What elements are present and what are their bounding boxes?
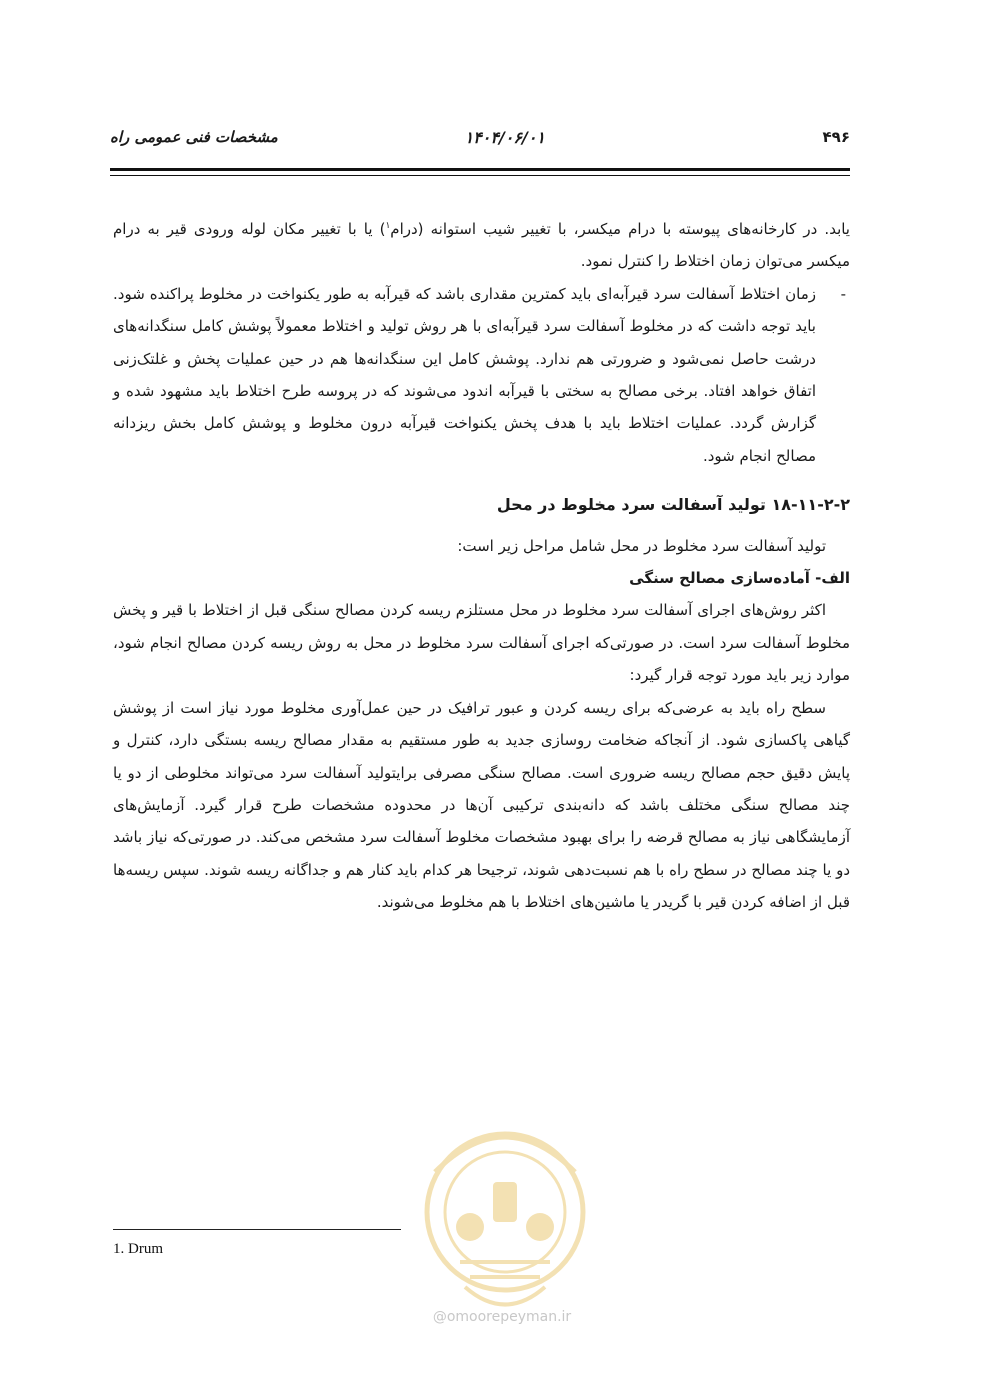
sub-heading: الف- آماده‌سازی مصالح سنگی bbox=[629, 569, 850, 588]
section-intro: تولید آسفالت سرد مخلوط در محل شامل مراحل زیر است: bbox=[457, 536, 826, 555]
watermark-logo bbox=[405, 1062, 605, 1332]
paragraph-text: ) یا با تغییر مکان لوله ورودی قیر به درام میکسر می‌توان زمان اختلاط را کنترل نمود. bbox=[113, 220, 850, 271]
paragraph-road-surface: سطح راه باید به عرضی‌که برای ریسه کردن و عبور ترافیک در حین عمل‌آوری مخلوط مورد نیاز است از پوشش گیاهی پاکسازی شود. از آنجاکه ضخامت روسازی جدید به طور مستقیم به مقدار مصالح ریسه بستگی دارد، کنترل و پایش دقیق حجم مصالح ریسه ضروری است. مصالح سنگی مصرفی برایتولید آسفالت سرد می‌تواند مخلوطی از دو یا چند مصالح سنگی مختلف باشد که دانه‌بندی ترکیبی آن‌ها در محدوده مشخصات طرح قرار گیرد. آزمایش‌های آزمایشگاهی نیاز به مصالح قرضه را برای بهبود مشخصات مخلوط آسفالت سرد مشخص می‌کند. در صورتی‌که نیاز باشد دو یا چند مصالح در سطح راه با هم نسبت‌دهی شوند، ترجیحا هر کدام باید کنار هم و جداگانه ریسه شوند. سپس ریسه‌ها قبل از اضافه کردن قیر با گریدر یا ماشین‌های اختلاط با هم مخلوط می‌شوند. bbox=[113, 698, 850, 912]
paragraph-aggregate-prep: اکثر روش‌های اجرای آسفالت سرد مخلوط در محل مستلزم ریسه کردن مصالح سنگی قبل از اختلاط با قیر و پخش مخلوط آسفالت سرد است. در صورتی‌که اجرای آسفالت سرد مخلوط در محل به روش ریسه کردن مصالح انجام شود، موارد زیر باید مورد توجه قرار گیرد: bbox=[113, 601, 850, 685]
header-rule-thin bbox=[110, 175, 850, 176]
paragraph-continued bbox=[113, 213, 850, 278]
page-number: ۴۹۶ bbox=[822, 128, 850, 146]
footnote-rule bbox=[113, 1229, 401, 1230]
section-heading: ۱۸-۱۱-۲-۲ تولید آسفالت سرد مخلوط در محل bbox=[496, 495, 850, 515]
body-text bbox=[113, 213, 850, 919]
book-title: مشخصات فنی عمومی راه bbox=[110, 128, 278, 146]
bullet-dash: - bbox=[840, 284, 846, 303]
paragraph-text: یابد. در کارخانه‌های پیوسته با درام میکسر، با تغییر شیب استوانه (درام bbox=[390, 220, 850, 238]
watermark-text: @omoorepeyman.ir bbox=[432, 1309, 572, 1325]
bullet-text: زمان اختلاط آسفالت سرد قیرآبه‌ای باید کمترین مقداری باشد که قیرآبه به طور یکنواخت در مخلوط پراکنده شود. باید توجه داشت که در مخلوط آسفالت سرد قیرآبه‌ای با هر روش تولید و اختلاط معمولاً پوشش کامل سنگدانه‌های درشت حاصل نمی‌شود و ضرورتی هم ندارد. پوشش کامل این سنگدانه‌ها هم در حین عملیات پخش و غلتک‌زنی اتفاق خواهد افتاد. برخی مصالح به سختی با قیرآبه اندود می‌شوند که در پروسه طرح اختلاط باید مشهود شده و گزارش گردد. عملیات اختلاط باید با هدف پخش یکنواخت قیرآبه درون مخلوط و پوشش کامل بخش ریزدانه مصالح انجام شود. bbox=[113, 284, 816, 465]
footnote: 1. Drum bbox=[113, 1241, 163, 1257]
header-date: ۱۴۰۴/۰۶/۰۱ bbox=[464, 128, 545, 147]
header-rule-thick bbox=[110, 168, 850, 171]
page-header bbox=[110, 128, 850, 154]
bullet-item bbox=[113, 278, 850, 472]
footnote-ref: ۱ bbox=[385, 221, 391, 231]
